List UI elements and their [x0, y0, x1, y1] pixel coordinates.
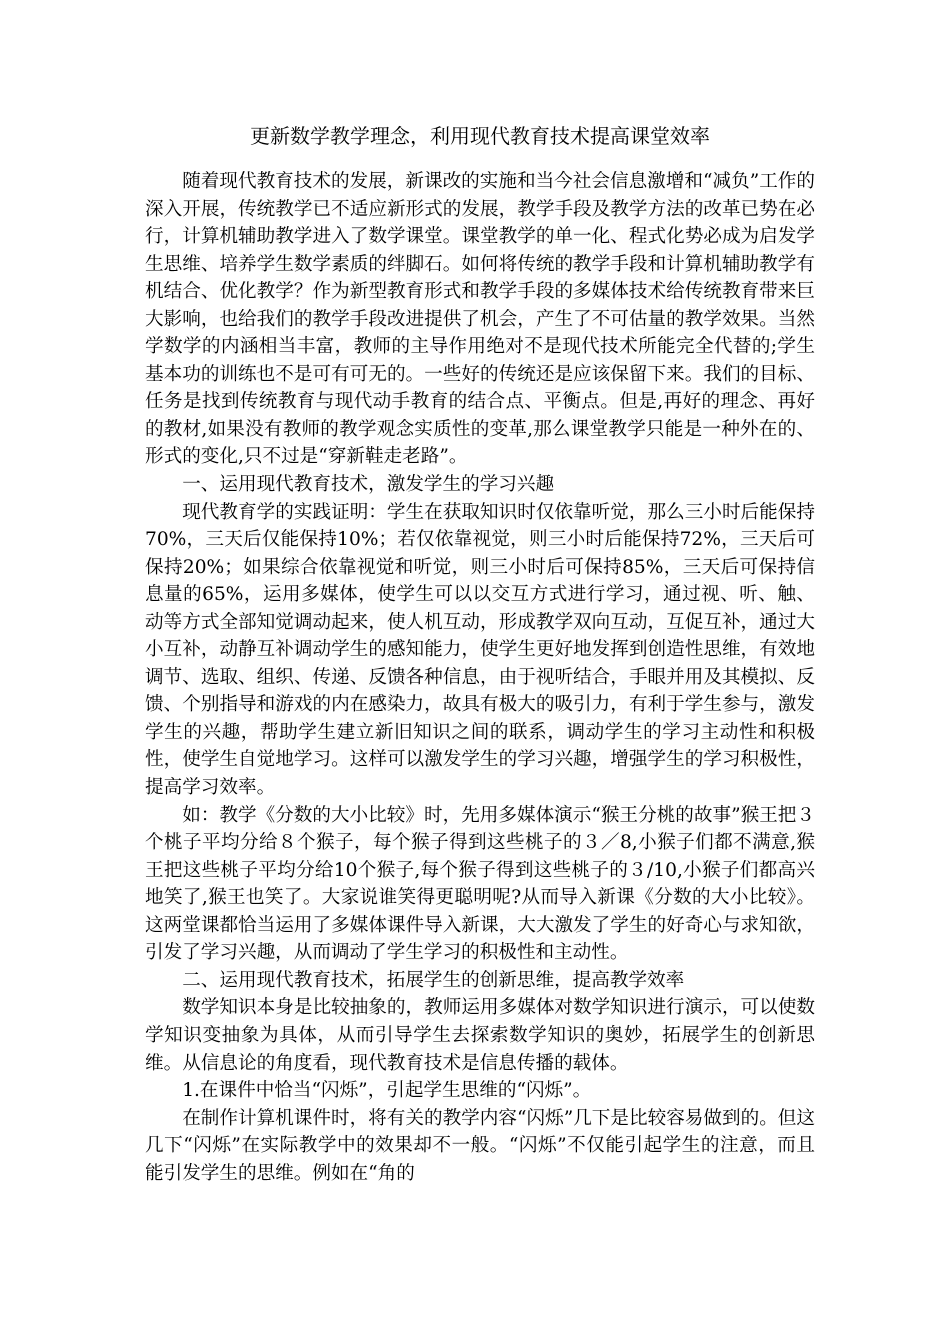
document-page [145, 122, 815, 1187]
section-heading-2: 二、运用现代教育技术，拓展学生的创新思维，提高教学效率 [182, 969, 685, 991]
body-paragraph: 如：教学《分数的大小比较》时，先用多媒体演示“猴王分桃的故事”猴王把３个桃子平均分给８个猴子，每个猴子得到这些桃子的３／8,小猴子们都不满意,猴王把这些桃子平均分给10个猴子,每个猴子得到这些桃子的３/10,小猴子们都高兴地笑了,猴王也笑了。大家说谁笑得更聪明呢?从而导入新课《分数的大小比较》。这两堂课都恰当运用了多媒体课件导入新课，大大激发了学生的好奇心与求知欲，引发了学习兴趣，从而调动了学生学习的积极性和主动性。 [145, 804, 815, 964]
body-paragraph: 现代教育学的实践证明：学生在获取知识时仅依靠听觉，那么三小时后能保持70%，三天后仅能保持10%；若仅依靠视觉，则三小时后能保持72%，三天后可保持20%；如果综合依靠视觉和听觉，则三小时后可保持85%，三天后可保持信息量的65%，运用多媒体，使学生可以以交互方式进行学习，通过视、听、触、动等方式全部知觉调动起来，使人机互动，形成教学双向互动，互促互补，通过大小互补，动静互补调动学生的感知能力，使学生更好地发挥到创造性思维，有效地调节、选取、组织、传递、反馈各种信息，由于视听结合，手眼并用及其模拟、反馈、个别指导和游戏的内在感染力，故具有极大的吸引力，有利于学生参与，激发学生的兴趣，帮助学生建立新旧知识之间的联系，调动学生的学习主动性和积极性，使学生自觉地学习。这样可以激发学生的学习兴趣，增强学生的学习积极性，提高学习效率。 [145, 501, 815, 799]
intro-paragraph: 随着现代教育技术的发展，新课改的实施和当今社会信息激增和“减负”工作的深入开展，传统教学已不适应新形式的发展，教学手段及教学方法的改革已势在必行，计算机辅助教学进入了数学课堂。课堂教学的单一化、程式化势必成为启发学生思维、培养学生数学素质的绊脚石。如何将传统的教学手段和计算机辅助教学有机结合、优化教学？作为新型教育形式和教学手段的多媒体技术给传统教育带来巨大影响，也给我们的教学手段改进提供了机会，产生了不可估量的教学效果。当然学数学的内涵相当丰富，教师的主导作用绝对不是现代技术所能完全代替的;学生基本功的训练也不是可有可无的。一些好的传统还是应该保留下来。我们的目标、任务是找到传统教育与现代动手教育的结合点、平衡点。但是,再好的理念、再好的教材,如果没有教师的教学观念实质性的变革,那么课堂教学只能是一种外在的、形式的变化,只不过是“穿新鞋走老路”。 [145, 171, 815, 468]
document-title: 更新数学教学理念，利用现代教育技术提高课堂效率 [250, 124, 710, 148]
body-paragraph: 在制作计算机课件时，将有关的教学内容“闪烁”几下是比较容易做到的。但这几下“闪烁”在实际教学中的效果却不一般。“闪烁”不仅能引起学生的注意，而且能引发学生的思维。例如在“角的 [145, 1107, 815, 1184]
subsection-heading-1: 1.在课件中恰当“闪烁”，引起学生思维的“闪烁”。 [182, 1080, 592, 1102]
body-paragraph: 数学知识本身是比较抽象的，教师运用多媒体对数学知识进行演示，可以使数学知识变抽象为具体，从而引导学生去探索数学知识的奥妙，拓展学生的创新思维。从信息论的角度看，现代教育技术是信息传播的载体。 [145, 997, 815, 1074]
section-heading-1: 一、运用现代教育技术，激发学生的学习兴趣 [182, 474, 555, 496]
